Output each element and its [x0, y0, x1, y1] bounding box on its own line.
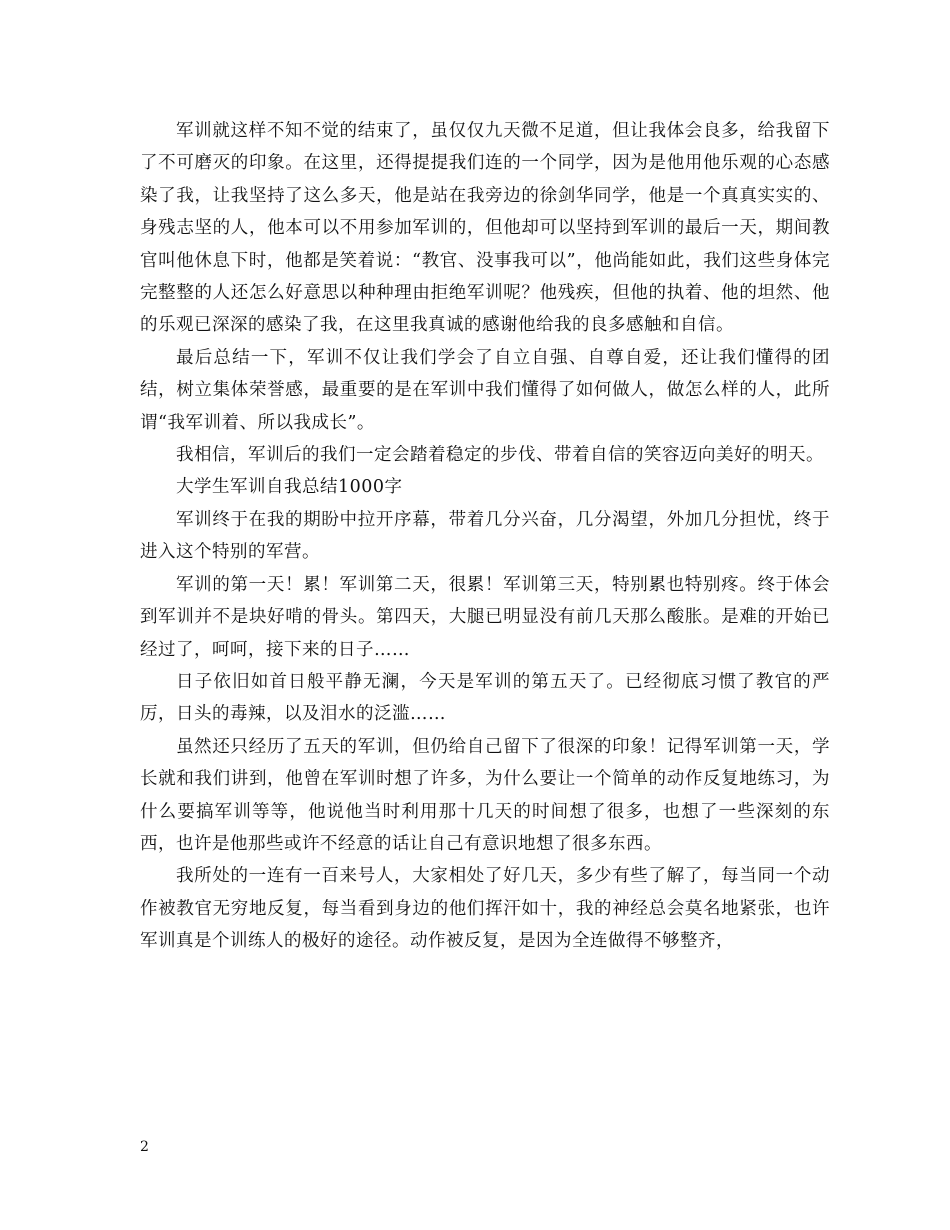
paragraph-3: 我相信，军训后的我们一定会踏着稳定的步伐、带着自信的笑容迈向美好的明天。: [176, 445, 824, 466]
body-text: [140, 115, 830, 958]
paragraph-4: 军训终于在我的期盼中拉开序幕，带着几分兴奋，几分渴望，外加几分担忧，终于进入这个特别的军营。: [140, 509, 830, 563]
paragraph-8: 我所处的一连有一百来号人，大家相处了好几天，多少有些了解了，每当同一个动作被教官无穷地反复，每当看到身边的他们挥汗如十，我的神经总会莫名地紧张，也许军训真是个训练人的极好的途径。动作被反复，是因为全连做得不够整齐，: [140, 866, 830, 952]
section-heading: 大学生军训自我总结1000字: [176, 477, 403, 498]
paragraph-2: 最后总结一下，军训不仅让我们学会了自立自强、自尊自爱，还让我们懂得的团结，树立集体荣誉感，最重要的是在军训中我们懂得了如何做人，做怎么样的人，此所谓“我军训着、所以我成长”。: [140, 347, 830, 433]
paragraph-6: 日子依旧如首日般平静无澜，今天是军训的第五天了。已经彻底习惯了教官的严厉，日头的毒辣，以及泪水的泛滥……: [140, 671, 830, 725]
paragraph-7: 虽然还只经历了五天的军训，但仍给自己留下了很深的印象！记得军训第一天，学长就和我们讲到，他曾在军训时想了许多，为什么要让一个简单的动作反复地练习，为什么要搞军训等等，他说他当时利用那十几天的时间想了很多，也想了一些深刻的东西，也许是他那些或许不经意的话让自己有意识地想了很多东西。: [140, 736, 830, 854]
page-number: 2: [140, 1139, 149, 1155]
paragraph-1: 军训就这样不知不觉的结束了，虽仅仅九天微不足道，但让我体会良多，给我留下了不可磨灭的印象。在这里，还得提提我们连的一个同学，因为是他用他乐观的心态感染了我，让我坚持了这么多天，他是站在我旁边的徐剑华同学，他是一个真真实实的、身残志坚的人，他本可以不用参加军训的，但他却可以坚持到军训的最后一天，期间教官叫他休息下时，他都是笑着说：“教官、没事我可以”，他尚能如此，我们这些身体完完整整的人还怎么好意思以种种理由拒绝军训呢？他残疾，但他的执着、他的坦然、他的乐观已深深的感染了我，在这里我真诚的感谢他给我的良多感触和自信。: [140, 121, 830, 336]
paragraph-5: 军训的第一天！累！军训第二天，很累！军训第三天，特别累也特别疼。终于体会到军训并不是块好啃的骨头。第四天，大腿已明显没有前几天那么酸胀。是难的开始已经过了，呵呵，接下来的日子……: [140, 574, 830, 660]
